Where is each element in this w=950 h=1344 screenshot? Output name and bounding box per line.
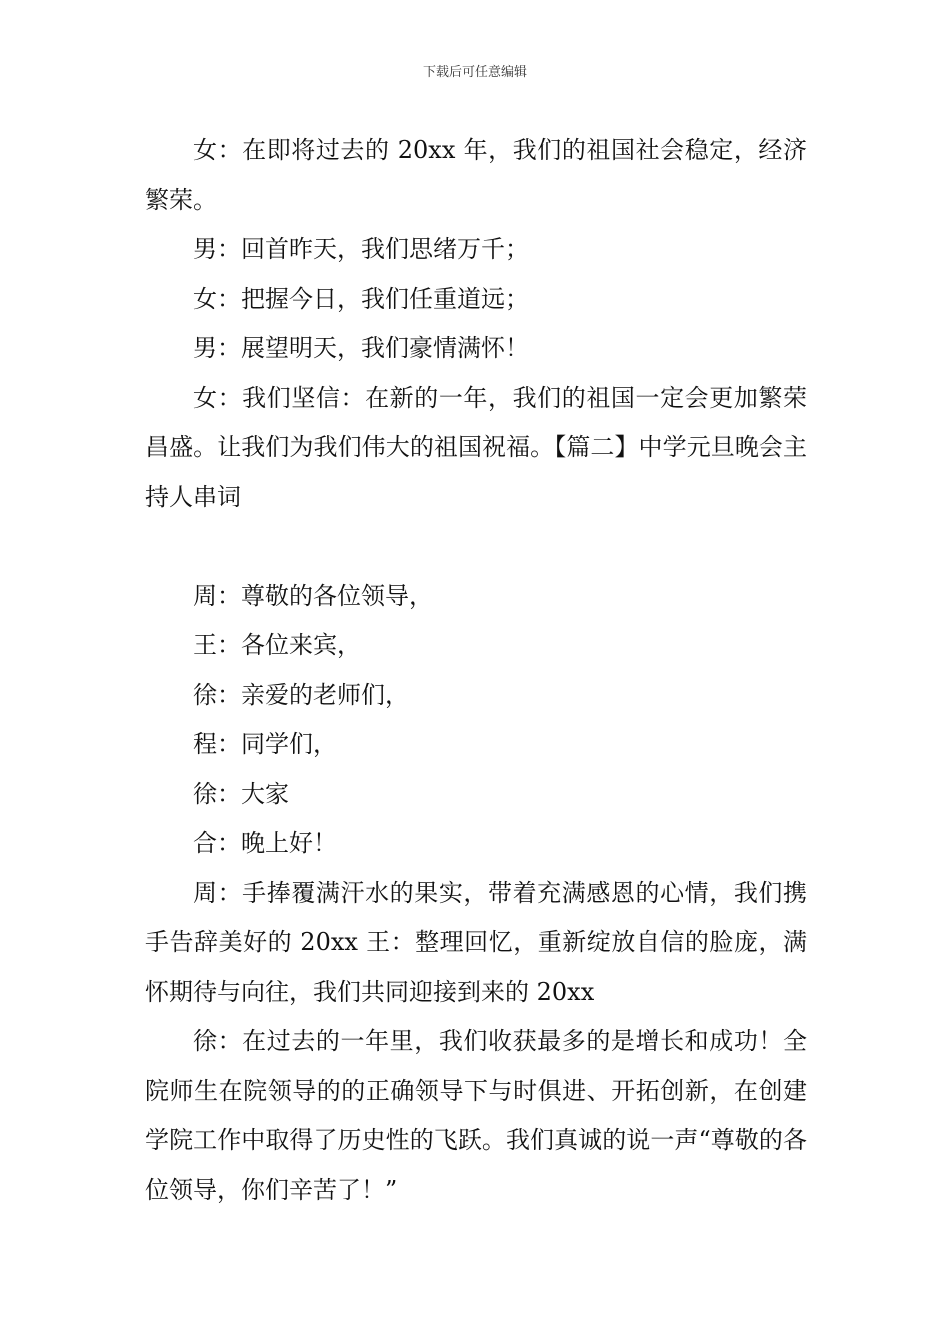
- paragraph: 徐：在过去的一年里，我们收获最多的是增长和成功！全院师生在院领导的的正确领导下与时俱进、开拓创新，在创建学院工作中取得了历史性的飞跃。我们真诚的说一声“尊敬的各位领导，你们辛苦了！”: [145, 1027, 807, 1204]
- document-body: [145, 126, 807, 1215]
- paragraph: 女：我们坚信：在新的一年，我们的祖国一定会更加繁荣昌盛。让我们为我们伟大的祖国祝福。【篇二】中学元旦晚会主持人串词: [145, 383, 807, 511]
- paragraph: 合：晚上好！: [193, 829, 337, 857]
- paragraph: 女：把握今日，我们任重道远；: [193, 284, 529, 313]
- page-header: 下载后可任意编辑: [422, 65, 527, 80]
- paragraph: 周：手捧覆满汗水的果实，带着充满感恩的心情，我们携手告辞美好的 20xx 王：整理回忆，重新绽放自信的脸庞，满怀期待与向往，我们共同迎接到来的 20xx: [145, 878, 807, 1006]
- paragraph: 程：同学们，: [193, 730, 337, 758]
- paragraph: 男：展望明天，我们豪情满怀！: [193, 334, 529, 362]
- paragraph: 王：各位来宾，: [193, 631, 361, 659]
- paragraph: 徐：亲爱的老师们，: [193, 680, 409, 709]
- paragraph: 女：在即将过去的 20xx 年，我们的祖国社会稳定，经济繁荣。: [145, 136, 807, 214]
- blank-line: [145, 522, 807, 572]
- paragraph: 男：回首昨天，我们思绪万千；: [193, 235, 529, 263]
- paragraph: 徐：大家: [193, 779, 289, 808]
- paragraph: 周：尊敬的各位领导，: [193, 581, 433, 610]
